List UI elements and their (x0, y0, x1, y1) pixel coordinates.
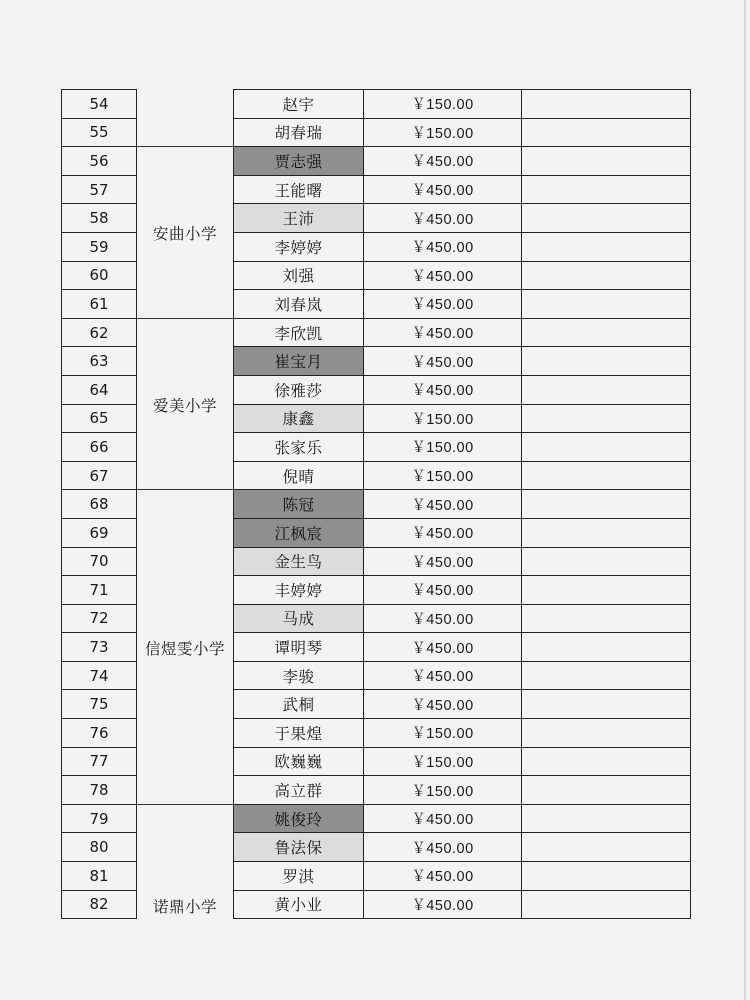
table-row (234, 690, 690, 719)
note-cell (522, 776, 690, 804)
amount-cell: ￥450.00 (364, 376, 522, 404)
row-number: 82 (62, 891, 136, 920)
table-row (234, 833, 690, 862)
table-row (234, 262, 690, 291)
amount-cell: ￥450.00 (364, 633, 522, 661)
table-row (234, 519, 690, 548)
row-number: 54 (62, 90, 136, 119)
amount-cell: ￥150.00 (364, 90, 522, 118)
table-row (234, 662, 690, 691)
amount-cell: ￥450.00 (364, 805, 522, 833)
note-cell (522, 433, 690, 461)
table-row (234, 233, 690, 262)
school-group-divider (137, 318, 233, 319)
student-name-cell: 崔宝月 (234, 347, 364, 375)
amount-cell: ￥450.00 (364, 290, 522, 318)
table-row (234, 347, 690, 376)
student-name-cell: 张家乐 (234, 433, 364, 461)
table-row (234, 633, 690, 662)
table-row (234, 405, 690, 434)
note-cell (522, 862, 690, 890)
table-row (234, 891, 690, 920)
note-cell (522, 833, 690, 861)
note-cell (522, 376, 690, 404)
student-name-cell: 武桐 (234, 690, 364, 718)
row-number: 61 (62, 290, 136, 319)
student-name-cell: 康鑫 (234, 405, 364, 433)
row-number: 60 (62, 262, 136, 291)
school-name: 安曲小学 (152, 225, 217, 243)
amount-cell: ￥450.00 (364, 176, 522, 204)
student-name-cell: 胡春瑞 (234, 119, 364, 147)
amount-cell: ￥450.00 (364, 662, 522, 690)
table-row (234, 605, 690, 634)
note-cell (522, 662, 690, 690)
note-cell (522, 290, 690, 318)
row-number: 59 (62, 233, 136, 262)
student-name-cell: 黄小业 (234, 891, 364, 919)
amount-cell: ￥150.00 (364, 719, 522, 747)
table-row (234, 748, 690, 777)
amount-cell: ￥150.00 (364, 462, 522, 490)
note-cell (522, 490, 690, 518)
amount-cell: ￥450.00 (364, 319, 522, 347)
row-number: 63 (62, 347, 136, 376)
amount-cell: ￥450.00 (364, 548, 522, 576)
row-number-column (61, 89, 137, 919)
row-number: 77 (62, 748, 136, 777)
table-row (234, 119, 690, 148)
amount-cell: ￥150.00 (364, 776, 522, 804)
note-cell (522, 891, 690, 919)
student-name-cell: 李骏 (234, 662, 364, 690)
amount-cell: ￥450.00 (364, 862, 522, 890)
amount-cell: ￥150.00 (364, 433, 522, 461)
note-cell (522, 405, 690, 433)
amount-cell: ￥450.00 (364, 891, 522, 919)
row-number: 79 (62, 805, 136, 834)
amount-cell: ￥450.00 (364, 519, 522, 547)
note-cell (522, 462, 690, 490)
note-cell (522, 633, 690, 661)
student-name-cell: 徐雅莎 (234, 376, 364, 404)
row-number: 67 (62, 462, 136, 491)
note-cell (522, 719, 690, 747)
row-number: 71 (62, 576, 136, 605)
note-cell (522, 319, 690, 347)
row-number: 62 (62, 319, 136, 348)
note-cell (522, 233, 690, 261)
table-row (234, 462, 690, 491)
row-number: 72 (62, 605, 136, 634)
note-cell (522, 204, 690, 232)
row-number: 57 (62, 176, 136, 205)
student-name-cell: 谭明琴 (234, 633, 364, 661)
table-row (234, 805, 690, 834)
row-number: 56 (62, 147, 136, 176)
allowance-table (233, 89, 691, 919)
row-number: 55 (62, 119, 136, 148)
amount-cell: ￥450.00 (364, 605, 522, 633)
table-row (234, 376, 690, 405)
table-row (234, 576, 690, 605)
row-number: 66 (62, 433, 136, 462)
student-name-cell: 金生鸟 (234, 548, 364, 576)
amount-cell: ￥450.00 (364, 833, 522, 861)
student-name-cell: 陈冠 (234, 490, 364, 518)
school-column (137, 89, 233, 919)
table-row (234, 319, 690, 348)
student-name-cell: 于果煌 (234, 719, 364, 747)
school-name: 爱美小学 (152, 396, 217, 415)
note-cell (522, 805, 690, 833)
student-name-cell: 高立群 (234, 776, 364, 804)
student-name-cell: 李欣凯 (234, 319, 364, 347)
student-name-cell: 刘强 (234, 262, 364, 290)
student-name-cell: 倪晴 (234, 462, 364, 490)
school-group-divider (137, 489, 233, 490)
row-number: 65 (62, 405, 136, 434)
school-name: 诺鼎小学 (152, 897, 217, 916)
amount-cell: ￥450.00 (364, 690, 522, 718)
student-name-cell: 罗淇 (234, 862, 364, 890)
note-cell (522, 576, 690, 604)
row-number: 74 (62, 662, 136, 691)
table-row (234, 548, 690, 577)
row-number: 81 (62, 862, 136, 891)
student-name-cell: 李婷婷 (234, 233, 364, 261)
row-number: 80 (62, 833, 136, 862)
student-name-cell: 鲁法保 (234, 833, 364, 861)
school-name: 信煜雯小学 (144, 639, 225, 658)
amount-cell: ￥150.00 (364, 748, 522, 776)
note-cell (522, 262, 690, 290)
student-name-cell: 王沛 (234, 204, 364, 232)
row-number: 58 (62, 204, 136, 233)
student-name-cell: 赵宇 (234, 90, 364, 118)
row-number: 69 (62, 519, 136, 548)
note-cell (522, 347, 690, 375)
student-name-cell: 马成 (234, 605, 364, 633)
amount-cell: ￥150.00 (364, 119, 522, 147)
student-name-cell: 姚俊玲 (234, 805, 364, 833)
table-row (234, 147, 690, 176)
amount-cell: ￥450.00 (364, 262, 522, 290)
student-name-cell: 王能曙 (234, 176, 364, 204)
student-name-cell: 欧巍巍 (234, 748, 364, 776)
table-row (234, 176, 690, 205)
note-cell (522, 605, 690, 633)
amount-cell: ￥450.00 (364, 576, 522, 604)
row-number: 75 (62, 690, 136, 719)
student-name-cell: 江枫宸 (234, 519, 364, 547)
row-number: 64 (62, 376, 136, 405)
table-row (234, 490, 690, 519)
student-name-cell: 贾志强 (234, 147, 364, 175)
row-number: 76 (62, 719, 136, 748)
note-cell (522, 690, 690, 718)
note-cell (522, 176, 690, 204)
note-cell (522, 90, 690, 118)
school-group-divider (137, 146, 233, 147)
row-number: 70 (62, 548, 136, 577)
row-number: 78 (62, 776, 136, 805)
school-group-divider (137, 804, 233, 805)
table-row (234, 862, 690, 891)
table-row (234, 90, 690, 119)
amount-cell: ￥450.00 (364, 347, 522, 375)
table-row (234, 290, 690, 319)
table-row (234, 433, 690, 462)
table-row (234, 204, 690, 233)
student-name-cell: 刘春岚 (234, 290, 364, 318)
row-number: 68 (62, 490, 136, 519)
note-cell (522, 748, 690, 776)
note-cell (522, 147, 690, 175)
amount-cell: ￥450.00 (364, 204, 522, 232)
student-name-cell: 丰婷婷 (234, 576, 364, 604)
table-row (234, 719, 690, 748)
amount-cell: ￥450.00 (364, 147, 522, 175)
note-cell (522, 119, 690, 147)
table-row (234, 776, 690, 805)
note-cell (522, 519, 690, 547)
amount-cell: ￥450.00 (364, 490, 522, 518)
row-number: 73 (62, 633, 136, 662)
note-cell (522, 548, 690, 576)
amount-cell: ￥150.00 (364, 405, 522, 433)
amount-cell: ￥450.00 (364, 233, 522, 261)
